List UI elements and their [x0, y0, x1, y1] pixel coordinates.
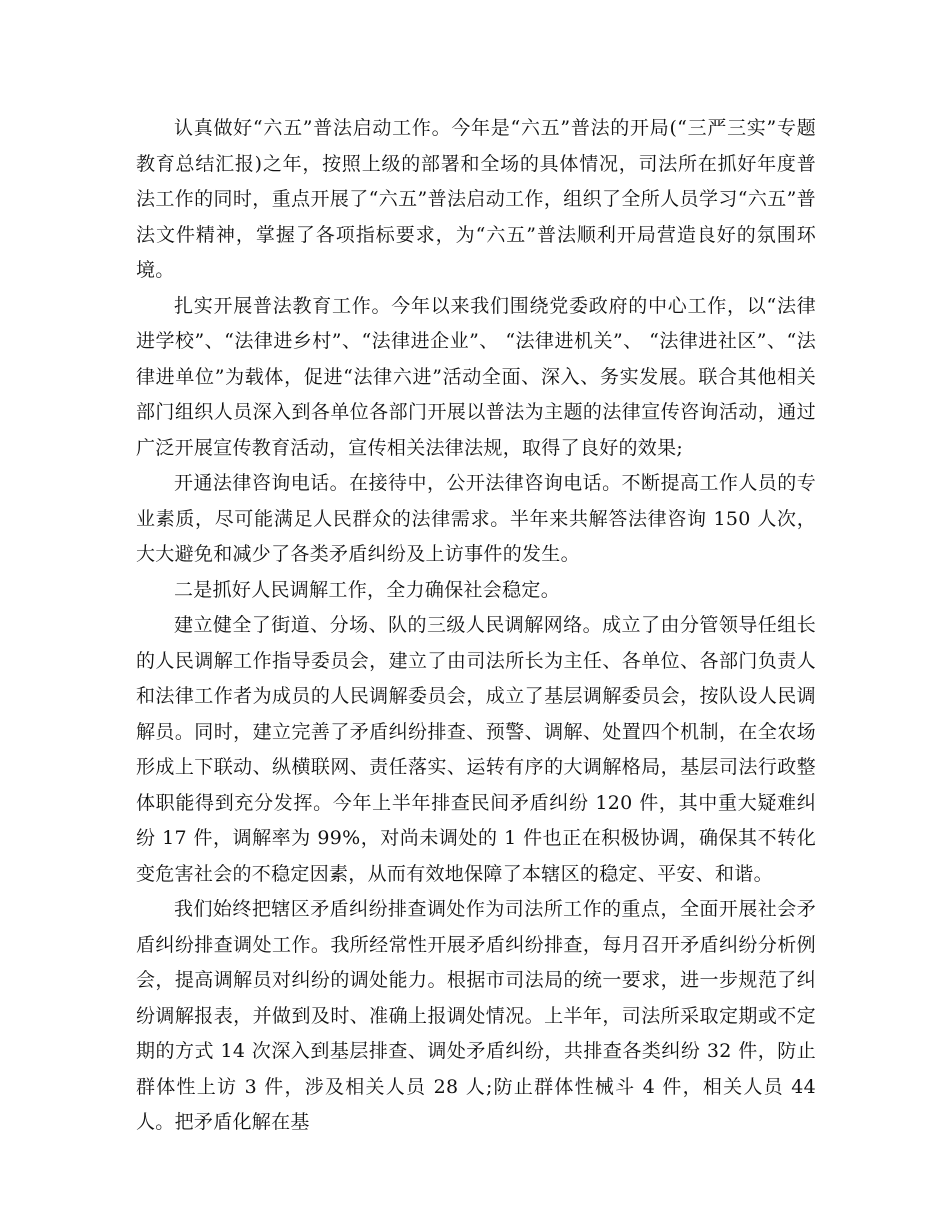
paragraph-legal-hotline: 开通法律咨询电话。在接待中，公开法律咨询电话。不断提高工作人员的专业素质，尽可能满足人民群众的法律需求。半年来共解答法律咨询 150 人次，大大避免和减少了各类矛盾纠纷及上访事件的发生。: [136, 472, 816, 565]
paragraph-mediation-network: 建立健全了街道、分场、队的三级人民调解网络。成立了由分管领导任组长的人民调解工作指导委员会，建立了由司法所长为主任、各单位、各部门负责人和法律工作者为成员的人民调解委员会，成立了基层调解委员会，按队设人民调解员。同时，建立完善了矛盾纠纷排查、预警、调解、处置四个机制，在全农场形成上下联动、纵横联网、责任落实、运转有序的大调解格局，基层司法行政整体职能得到充分发挥。今年上半年排查民间矛盾纠纷 120 件，其中重大疑难纠纷 17 件，调解率为 99%，对尚未调处的 1 件也正在积极协调，确保其不转化变危害社会的不稳定因素，从而有效地保障了本辖区的稳定、平安、和谐。: [136, 614, 816, 885]
paragraph-six-five-launch: 认真做好“六五”普法启动工作。今年是“六五”普法的开局(“三严三实”专题教育总结汇报)之年，按照上级的部署和全场的具体情况，司法所在抓好年度普法工作的同时，重点开展了“六五”普法启动工作，组织了全所人员学习“六五”普法文件精神，掌握了各项指标要求，为“六五”普法顺利开局营造良好的氛围环境。: [136, 117, 816, 281]
document-body: [136, 111, 816, 1141]
paragraph-dispute-investigation: 我们始终把辖区矛盾纠纷排查调处作为司法所工作的重点，全面开展社会矛盾纠纷排查调处工作。我所经常性开展矛盾纠纷排查，每月召开矛盾纠纷分析例会，提高调解员对纠纷的调处能力。根据市司法局的统一要求，进一步规范了纠纷调解报表，并做到及时、准确上报调处情况。上半年，司法所采取定期或不定期的方式 14 次深入到基层排查、调处矛盾纠纷，共排查各类纠纷 32 件，防止群体性上访 3 件，涉及相关人员 28 人;防止群体性械斗 4 件，相关人员 44 人。把矛盾化解在基: [136, 898, 816, 1133]
paragraph-legal-education: 扎实开展普法教育工作。今年以来我们围绕党委政府的中心工作，以“法律进学校”、“法律进乡村”、“法律进企业”、 “法律进机关”、 “法律进社区”、“法律进单位”为载体，促进“法律六进”活动全面、深入、务实发展。联合其他相关部门组织人员深入到各单位各部门开展以普法为主题的法律宣传咨询活动，通过广泛开展宣传教育活动，宣传相关法律法规，取得了良好的效果;: [136, 294, 816, 459]
paragraph-mediation-heading: 二是抓好人民调解工作，全力确保社会稳定。: [174, 578, 561, 601]
